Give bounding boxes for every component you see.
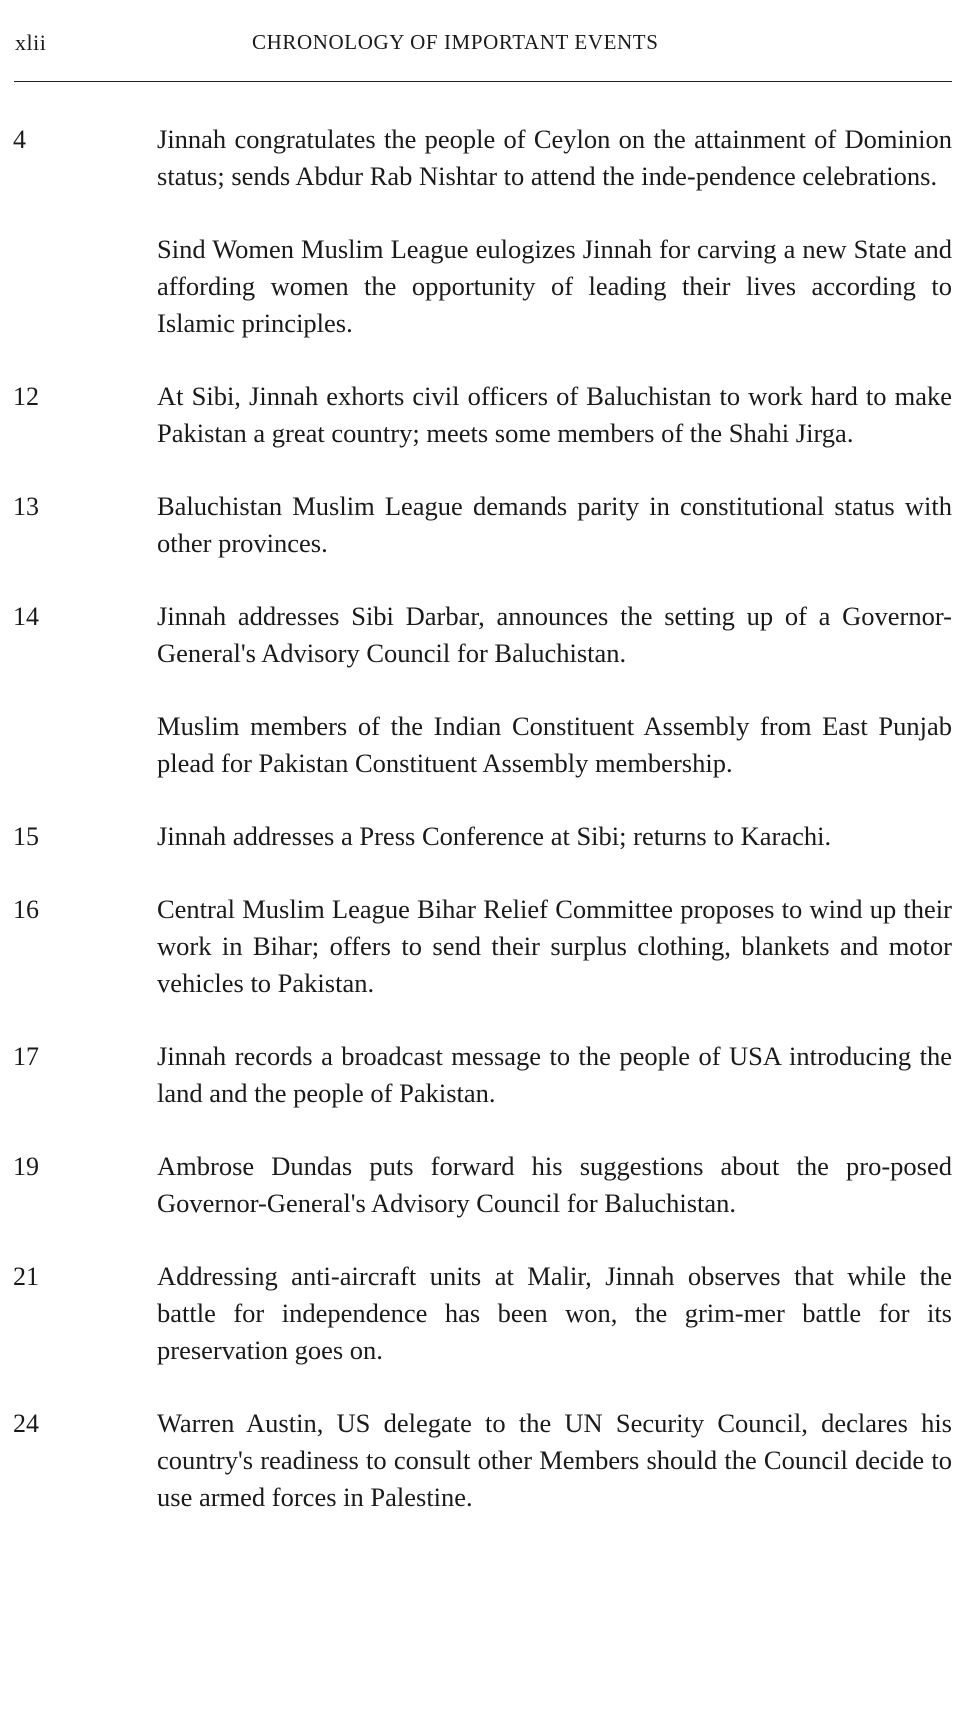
entry-paragraph: Baluchistan Muslim League demands parity in constitutional status with other provinces. [157,491,952,558]
chronology-entry [0,488,968,562]
entry-paragraph: Muslim members of the Indian Constituent Assembly from East Punjab plead for Pakistan Constituent Assembly membership. [157,711,952,778]
entry-date: 21 [13,1262,39,1291]
entry-date: 19 [13,1152,39,1181]
entry-body [157,598,952,782]
entry-date: 13 [13,492,39,521]
chronology-entry [0,121,968,342]
entry-paragraph: Jinnah addresses Sibi Darbar, announces the setting up of a Governor-General's Advisory Council for Baluchistan. [157,601,952,668]
entry-paragraph: Jinnah records a broadcast message to the people of USA introducing the land and the people of Pakistan. [157,1041,952,1108]
entry-paragraph: Central Muslim League Bihar Relief Committee proposes to wind up their work in Bihar; offers to send their surplus clothing, blankets and motor vehicles to Pakistan. [157,894,952,998]
entry-date: 24 [13,1409,39,1438]
entry-paragraph: Sind Women Muslim League eulogizes Jinnah for carving a new State and affording women the opportunity of leading their lives according to Islamic principles. [157,234,952,338]
entry-date: 17 [13,1042,39,1071]
entry-body [157,1148,952,1222]
entry-body [157,1405,952,1516]
chronology-entry [0,1258,968,1369]
entry-date: 14 [13,602,39,631]
entry-body [157,891,952,1002]
entry-body [157,121,952,342]
chronology-entry [0,1038,968,1112]
page-number: xlii [15,30,47,55]
chronology-entry [0,1405,968,1516]
entry-date: 12 [13,382,39,411]
chronology-entry [0,378,968,452]
chronology-entry [0,818,968,855]
entry-body [157,818,952,855]
entry-body [157,1038,952,1112]
entry-paragraph: Jinnah addresses a Press Conference at Sibi; returns to Karachi. [157,821,832,851]
entry-paragraph: Addressing anti-aircraft units at Malir, Jinnah observes that while the battle for independence has been won, the grim-mer battle for its preservation goes on. [157,1261,952,1365]
entry-date: 4 [13,125,26,154]
chronology-entry [0,1148,968,1222]
page-header [15,30,953,64]
chronology-entries [0,121,968,1552]
entry-paragraph: At Sibi, Jinnah exhorts civil officers of Baluchistan to work hard to make Pakistan a great country; meets some members of the Shahi Jirga. [157,381,952,448]
chronology-entry [0,891,968,1002]
running-title: CHRONOLOGY OF IMPORTANT EVENTS [252,30,659,54]
entry-paragraph: Ambrose Dundas puts forward his suggestions about the pro-posed Governor-General's Advisory Council for Baluchistan. [157,1151,952,1218]
entry-date: 15 [13,822,39,851]
chronology-entry [0,598,968,782]
entry-body [157,488,952,562]
entry-paragraph: Warren Austin, US delegate to the UN Security Council, declares his country's readiness to consult other Members should the Council decide to use armed forces in Palestine. [157,1408,952,1512]
entry-body [157,378,952,452]
entry-body [157,1258,952,1369]
header-divider [14,81,952,82]
entry-date: 16 [13,895,39,924]
entry-paragraph: Jinnah congratulates the people of Ceylon on the attainment of Dominion status; sends Abdur Rab Nishtar to attend the inde-pendence celebrations. [157,124,952,191]
